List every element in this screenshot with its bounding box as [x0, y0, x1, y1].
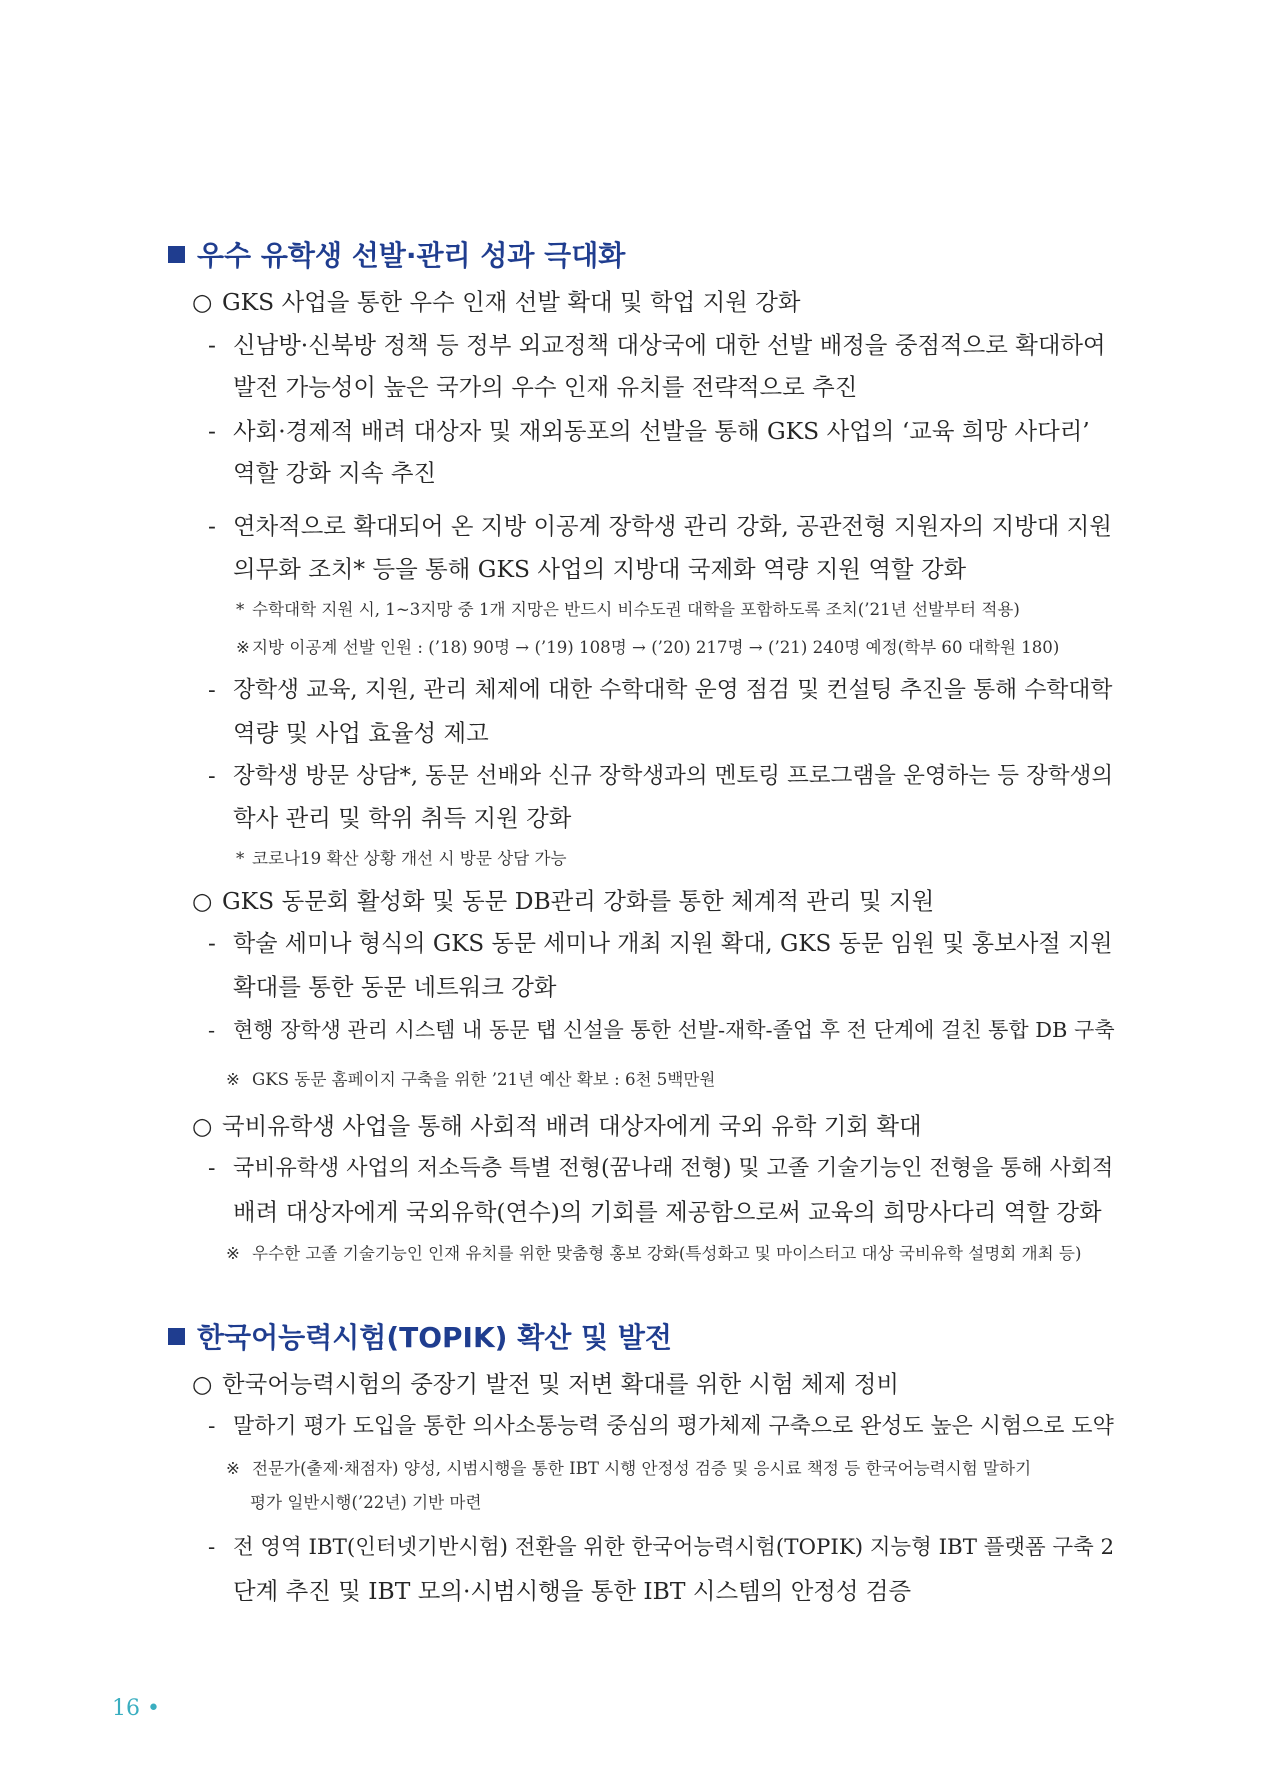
section-heading: 우수 유학생 선발·관리 성과 극대화: [168, 236, 625, 276]
bullet-item: ○ 한국어능력시험의 중장기 발전 및 저변 확대를 위한 시험 체제 정비: [192, 1370, 899, 1398]
sub-item: - 신남방·신북방 정책 등 정부 외교정책 대상국에 대한 선발 배정을 중점적으로 확대하여: [208, 331, 1106, 359]
footnote: * 수학대학 지원 시, 1~3지망 중 1개 지망은 반드시 비수도권 대학을 포함하도록 조치(’21년 선발부터 적용): [236, 600, 1020, 619]
sub-item: - 현행 장학생 관리 시스템 내 동문 탭 신설을 통한 선발-재학-졸업 후 전 단계에 걸친 통합 DB 구축: [208, 1018, 1115, 1042]
reference-note-continuation: 평가 일반시행(’22년) 기반 마련: [250, 1493, 482, 1512]
sub-item: - 말하기 평가 도입을 통한 의사소통능력 중심의 평가체제 구축으로 완성도 높은 시험으로 도약: [208, 1414, 1114, 1439]
sub-item-continuation: 학사 관리 및 학위 취득 지원 강화: [233, 804, 572, 832]
square-bullet-icon: [168, 1328, 185, 1345]
sub-item-continuation: 역량 및 사업 효율성 제고: [233, 719, 489, 747]
bullet-item: ○ 국비유학생 사업을 통해 사회적 배려 대상자에게 국외 유학 기회 확대: [192, 1112, 922, 1140]
bullet-item: ○ GKS 동문회 활성화 및 동문 DB관리 강화를 통한 체계적 관리 및 지원: [192, 887, 935, 915]
bullet-item: ○ GKS 사업을 통한 우수 인재 선발 확대 및 학업 지원 강화: [192, 288, 801, 316]
square-bullet-icon: [168, 246, 185, 263]
sub-item-continuation: 배려 대상자에게 국외유학(연수)의 기회를 제공함으로써 교육의 희망사다리 역할 강화: [233, 1198, 1102, 1226]
sub-item: - 학술 세미나 형식의 GKS 동문 세미나 개최 지원 확대, GKS 동문 임원 및 홍보사절 지원: [208, 931, 1113, 957]
sub-item: - 전 영역 IBT(인터넷기반시험) 전환을 위한 한국어능력시험(TOPIK) 지능형 IBT 플랫폼 구축 2: [208, 1535, 1115, 1560]
footnote: * 코로나19 확산 상황 개선 시 방문 상담 가능: [236, 849, 567, 868]
sub-item-continuation: 단계 추진 및 IBT 모의·시범시행을 통한 IBT 시스템의 안정성 검증: [233, 1577, 912, 1605]
sub-item: - 연차적으로 확대되어 온 지방 이공계 장학생 관리 강화, 공관전형 지원자의 지방대 지원: [208, 512, 1112, 540]
reference-note: ※ GKS 동문 홈페이지 구축을 위한 ’21년 예산 확보 : 6천 5백만원: [226, 1070, 716, 1089]
sub-item-continuation: 확대를 통한 동문 네트워크 강화: [233, 973, 557, 1001]
sub-item: - 사회·경제적 배려 대상자 및 재외동포의 선발을 통해 GKS 사업의 ‘교육 희망 사다리’: [208, 417, 1090, 445]
sub-item: - 장학생 방문 상담*, 동문 선배와 신규 장학생과의 멘토링 프로그램을 운영하는 등 장학생의: [208, 763, 1114, 789]
section-heading: 한국어능력시험(TOPIK) 확산 및 발전: [168, 1318, 672, 1358]
sub-item-continuation: 의무화 조치* 등을 통해 GKS 사업의 지방대 국제화 역량 지원 역할 강화: [233, 555, 967, 583]
reference-note: ※ 지방 이공계 선발 인원 : (’18) 90명 → (’19) 108명 → (’20) 217명 → (’21) 240명 예정(학부 60 대학원 180): [236, 638, 1060, 657]
sub-item: - 국비유학생 사업의 저소득층 특별 전형(꿈나래 전형) 및 고졸 기술기능인 전형을 통해 사회적: [208, 1156, 1114, 1181]
page-number: 16 •: [112, 1696, 160, 1721]
reference-note: ※ 전문가(출제·채점자) 양성, 시범시행을 통한 IBT 시행 안정성 검증 및 응시료 책정 등 한국어능력시험 말하기: [226, 1459, 1032, 1478]
reference-note: ※ 우수한 고졸 기술기능인 인재 유치를 위한 맞춤형 홍보 강화(특성화고 및 마이스터고 대상 국비유학 설명회 개최 등): [226, 1244, 1082, 1263]
sub-item-continuation: 역할 강화 지속 추진: [233, 459, 437, 487]
sub-item-continuation: 발전 가능성이 높은 국가의 우수 인재 유치를 전략적으로 추진: [233, 373, 858, 401]
sub-item: - 장학생 교육, 지원, 관리 체제에 대한 수학대학 운영 점검 및 컨설팅 추진을 통해 수학대학: [208, 677, 1113, 703]
